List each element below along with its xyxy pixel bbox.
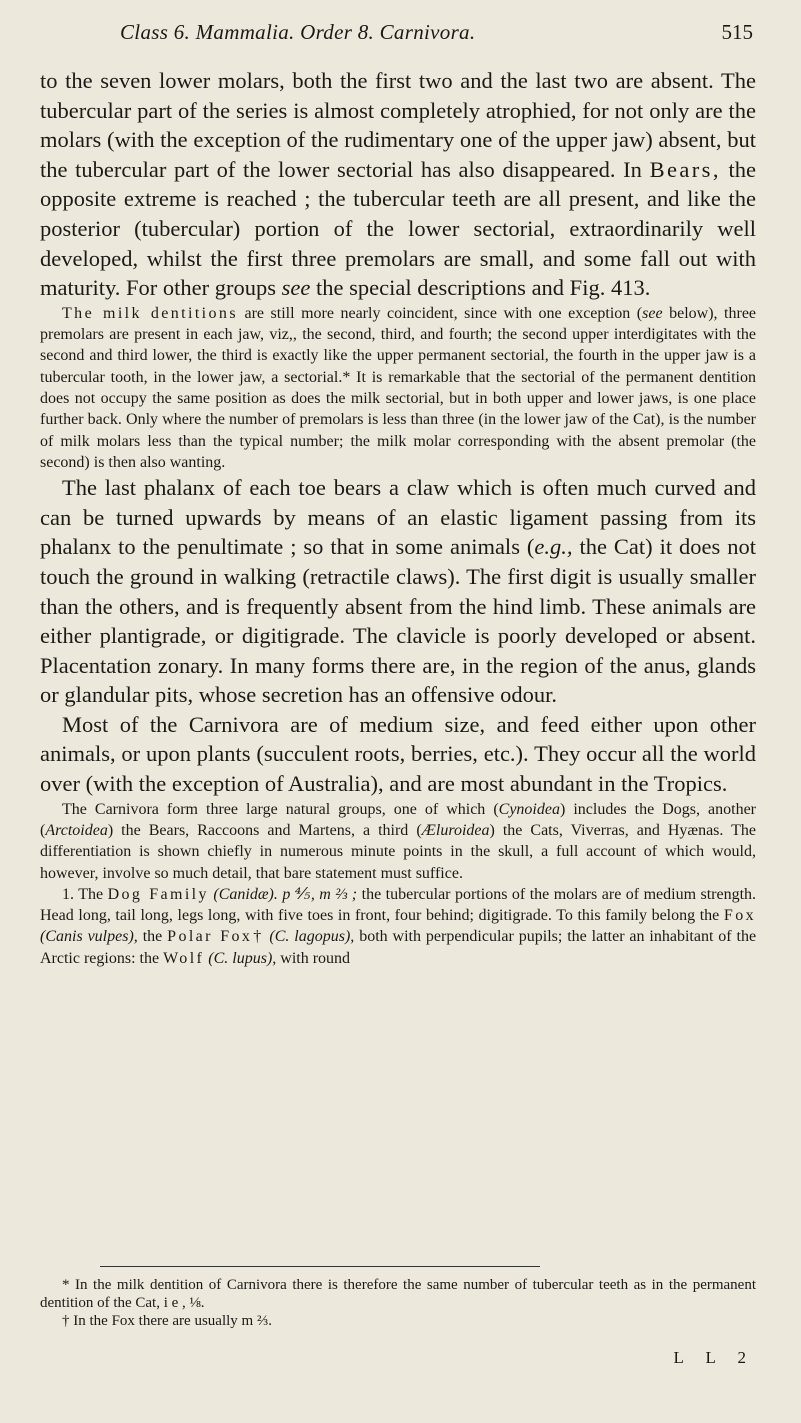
paragraph-milk-dentitions: The milk dentitions are still more nearly coincident, since with one exception (see below), three premolars are present in each jaw, viz,, the second, third, and fourth; the second upper interdigitates with the second and third lower, the third is exactly like the upper permanent sectorial, the fourth in the upper jaw is a tubercular tooth, in the lower jaw, a sectorial.* It is remarkable that the sectorial of the permanent dentition does not occupy the same position as does the milk sectorial, but in both upper and lower jaws, is one place further back. Only where the number of premolars is less than three (in the lower jaw of the Cat), is the number of milk molars less than the typical number; the milk molar corresponding with the absent premolar (the second) is then also wanting. bbox=[40, 304, 757, 471]
footnote-rule bbox=[100, 1266, 540, 1267]
footnote-fox: † In the Fox there are usually m ⅔. bbox=[62, 1313, 272, 1329]
paragraph-natural-groups: The Carnivora form three large natural groups, one of which (Cynoidea) includes the Dogs, another (Arctoidea) the Bears, Raccoons and Martens, a third (Æluroidea) the Cats, Viverras, and Hyænas. The differentiation is shown chiefly in numerous minute points in the skull, a full account of which would, however, involve so much detail, that bare statement must suffice. bbox=[40, 800, 757, 882]
paragraph-teeth-continued: to the seven lower molars, both the first two and the last two are absent. The tubercular part of the series is almost completely atrophied, for not only are the molars (with the exception of the rudimentary one of the upper jaw) absent, but the tubercular part of the lower sectorial has also disappeared. In Bears, the opposite extreme is reached ; the tubercular teeth are all present, and like the posterior (tubercular) portion of the lower sectorial, extraordinarily well developed, whilst the first three premolars are small, and some fall out with maturity. For other groups see the special descriptions and Fig. 413. bbox=[40, 68, 757, 301]
milk-dentitions-spaced: The milk dentitions bbox=[62, 304, 238, 322]
dental-formula: p ⅘, m ⅔ ; bbox=[282, 885, 358, 903]
running-header bbox=[0, 20, 801, 50]
running-title: Class 6. Mammalia. Order 8. Carnivora. bbox=[120, 20, 476, 44]
dog-family-spaced: Dog Family bbox=[107, 885, 209, 903]
page-number: 515 bbox=[721, 20, 753, 44]
footnote-milk-dentition: * In the milk dentition of Carnivora there is therefore the same number of tubercular teeth as in the permanent dentition of the Cat, i e , ⅛. bbox=[40, 1277, 756, 1311]
footnotes bbox=[40, 1266, 756, 1330]
signature-mark: L L 2 bbox=[673, 1348, 755, 1367]
paragraph-claws: The last phalanx of each toe bears a claw which is often much curved and can be turned upwards by means of an elastic ligament passing from its phalanx to the penultimate ; so that in some animals (e.g., the Cat) it does not touch the ground in walking (retractile claws). The first digit is usually smaller than the others, and is frequently absent from the hind limb. These animals are either plantigrade, or digitigrade. The clavicle is poorly developed or absent. Placentation zonary. In many forms there are, in the region of the anus, glands or glandular pits, whose secretion has an offensive odour. bbox=[40, 475, 756, 708]
page-body bbox=[40, 66, 756, 969]
bears-spaced: Bears, bbox=[649, 156, 721, 182]
paragraph-size-distribution: Most of the Carnivora are of medium size, and feed either upon other animals, or upon plants (succulent roots, berries, etc.). They occur all the world over (with the exception of Australia), and are most abundant in the Tropics. bbox=[40, 711, 756, 797]
paragraph-dog-family: 1. The Dog Family (Canidæ). p ⅘, m ⅔ ; the tubercular portions of the molars are of medium strength. Head long, tail long, legs long, with five toes in front, four behind; digitigrade. To this family belong the Fox (Canis vulpes), the Polar Fox† (C. lagopus), both with perpendicular pupils; the latter an inhabitant of the Arctic regions: the Wolf (C. lupus), with round bbox=[40, 885, 757, 967]
